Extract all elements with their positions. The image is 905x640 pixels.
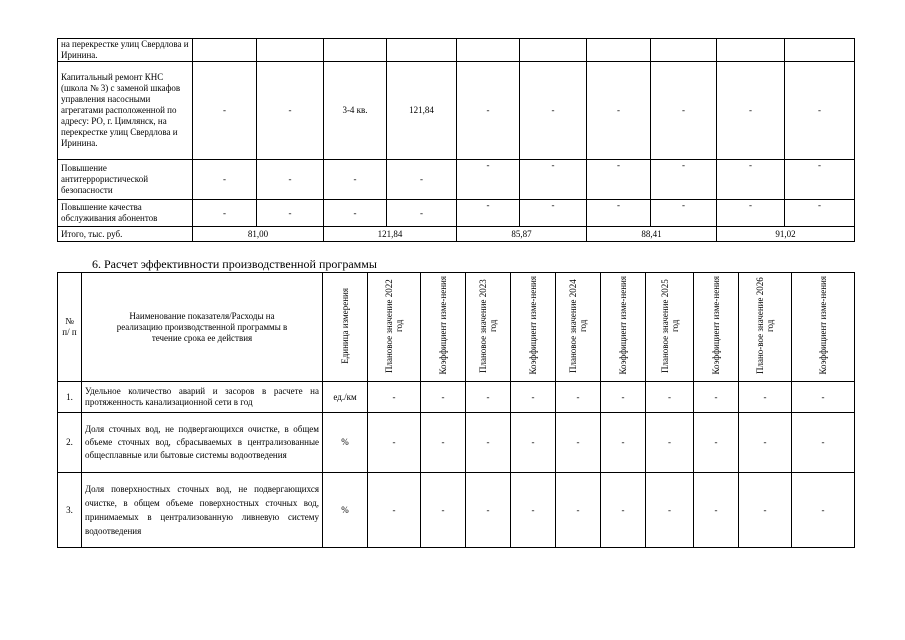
row-num: 1.	[58, 382, 82, 413]
section-heading: 6. Расчет эффективности производственной программы	[92, 257, 377, 271]
cell: -	[651, 200, 717, 227]
cell	[587, 39, 651, 62]
cell: -	[646, 473, 694, 548]
cell	[257, 39, 324, 62]
table-header-row	[58, 273, 855, 382]
cell: -	[792, 413, 855, 473]
cell: -	[556, 382, 601, 413]
cell: -	[466, 382, 511, 413]
cell	[785, 39, 855, 62]
cell: -	[717, 62, 785, 160]
cell: -	[387, 200, 457, 227]
row-name: Повышение качества обслуживания абонентов	[58, 200, 193, 227]
cell: -	[646, 413, 694, 473]
cell: -	[785, 62, 855, 160]
cell: -	[520, 160, 587, 200]
cell: -	[587, 160, 651, 200]
cell: -	[324, 200, 387, 227]
cell: -	[601, 473, 646, 548]
row-num: 3.	[58, 473, 82, 548]
cell: 3-4 кв.	[324, 62, 387, 160]
column-header: Коэффициент изме-нения	[601, 273, 646, 382]
row-name: Повышение антитеррористической безопасности	[58, 160, 193, 200]
table-row	[58, 200, 855, 227]
investment-table	[57, 38, 855, 242]
cell: -	[421, 473, 466, 548]
cell: -	[520, 62, 587, 160]
cell: -	[466, 473, 511, 548]
cell	[520, 39, 587, 62]
cell: -	[694, 413, 739, 473]
table-row	[58, 413, 855, 473]
cell: -	[257, 200, 324, 227]
column-header: Плановое значение 2022 год	[368, 273, 421, 382]
cell: -	[193, 160, 257, 200]
row-unit: %	[323, 413, 368, 473]
column-header: Плановое значение 2023 год	[466, 273, 511, 382]
cell: -	[457, 62, 520, 160]
cell: -	[466, 413, 511, 473]
row-name: Капитальный ремонт КНС (школа № 3) с заменой шкафов управления насосными агрегатами расположенной по адресу: РО, г. Цимлянск, на перекрестке улиц Свердлова и Иринина.	[58, 62, 193, 160]
cell: -	[694, 382, 739, 413]
row-unit: %	[323, 473, 368, 548]
cell: -	[368, 413, 421, 473]
total-value: 121,84	[324, 227, 457, 242]
cell	[387, 39, 457, 62]
column-header: Коэффициент изме-нения	[792, 273, 855, 382]
cell: -	[601, 413, 646, 473]
cell: -	[785, 160, 855, 200]
cell: -	[511, 382, 556, 413]
cell: -	[511, 473, 556, 548]
table-row	[58, 382, 855, 413]
column-header-name: Наименование показателя/Расходы на реализацию производственной программы в течение срока ее действия	[82, 273, 323, 382]
cell: -	[717, 200, 785, 227]
cell: -	[739, 473, 792, 548]
cell: -	[387, 160, 457, 200]
cell: -	[257, 160, 324, 200]
row-name: Доля сточных вод, не подвергающихся очистке, в общем объеме сточных вод, сбрасываемых в централизованные общесплавные или бытовые системы водоотведения	[82, 413, 323, 473]
table-row	[58, 160, 855, 200]
cell: -	[651, 160, 717, 200]
cell: -	[421, 413, 466, 473]
cell: -	[421, 382, 466, 413]
cell: -	[520, 200, 587, 227]
cell: 121,84	[387, 62, 457, 160]
total-value: 81,00	[193, 227, 324, 242]
column-header-num: № п/ п	[58, 273, 82, 382]
total-value: 85,87	[457, 227, 587, 242]
cell: -	[457, 160, 520, 200]
cell: -	[792, 382, 855, 413]
efficiency-table	[57, 272, 855, 548]
total-value: 88,41	[587, 227, 717, 242]
table-row	[58, 39, 855, 62]
cell: -	[511, 413, 556, 473]
row-name: Удельное количество аварий и засоров в расчете на протяженность канализационной сети в год	[82, 382, 323, 413]
cell: -	[694, 473, 739, 548]
column-header: Плановое значение 2025 год	[646, 273, 694, 382]
cell: -	[587, 62, 651, 160]
cell	[457, 39, 520, 62]
cell: -	[646, 382, 694, 413]
column-header: Плано-вое значение 2026 год	[739, 273, 792, 382]
cell: -	[324, 160, 387, 200]
cell: -	[193, 200, 257, 227]
row-num: 2.	[58, 413, 82, 473]
cell: -	[739, 413, 792, 473]
row-unit: ед./км	[323, 382, 368, 413]
column-header: Коэффициент изме-нения	[511, 273, 556, 382]
cell: -	[368, 473, 421, 548]
cell	[324, 39, 387, 62]
cell: -	[785, 200, 855, 227]
cell	[651, 39, 717, 62]
cell: -	[556, 473, 601, 548]
cell: -	[651, 62, 717, 160]
cell	[717, 39, 785, 62]
cell	[193, 39, 257, 62]
total-value: 91,02	[717, 227, 855, 242]
cell: -	[717, 160, 785, 200]
column-header-unit: Единица измерения	[323, 273, 368, 382]
cell: -	[257, 62, 324, 160]
total-row	[58, 227, 855, 242]
total-label: Итого, тыс. руб.	[58, 227, 193, 242]
table-row	[58, 62, 855, 160]
column-header: Плановое значение 2024 год	[556, 273, 601, 382]
cell: -	[368, 382, 421, 413]
row-name: на перекрестке улиц Свердлова и Иринина.	[58, 39, 193, 62]
row-name: Доля поверхностных сточных вод, не подвергающихся очистке, в общем объеме поверхностных сточных вод, принимаемых в централизованную ливневую систему водоотведения	[82, 473, 323, 548]
cell: -	[556, 413, 601, 473]
column-header: Коэффициент изме-нения	[421, 273, 466, 382]
cell: -	[457, 200, 520, 227]
cell: -	[792, 473, 855, 548]
column-header: Коэффициент изме-нения	[694, 273, 739, 382]
table-row	[58, 473, 855, 548]
cell: -	[601, 382, 646, 413]
cell: -	[739, 382, 792, 413]
cell: -	[193, 62, 257, 160]
cell: -	[587, 200, 651, 227]
